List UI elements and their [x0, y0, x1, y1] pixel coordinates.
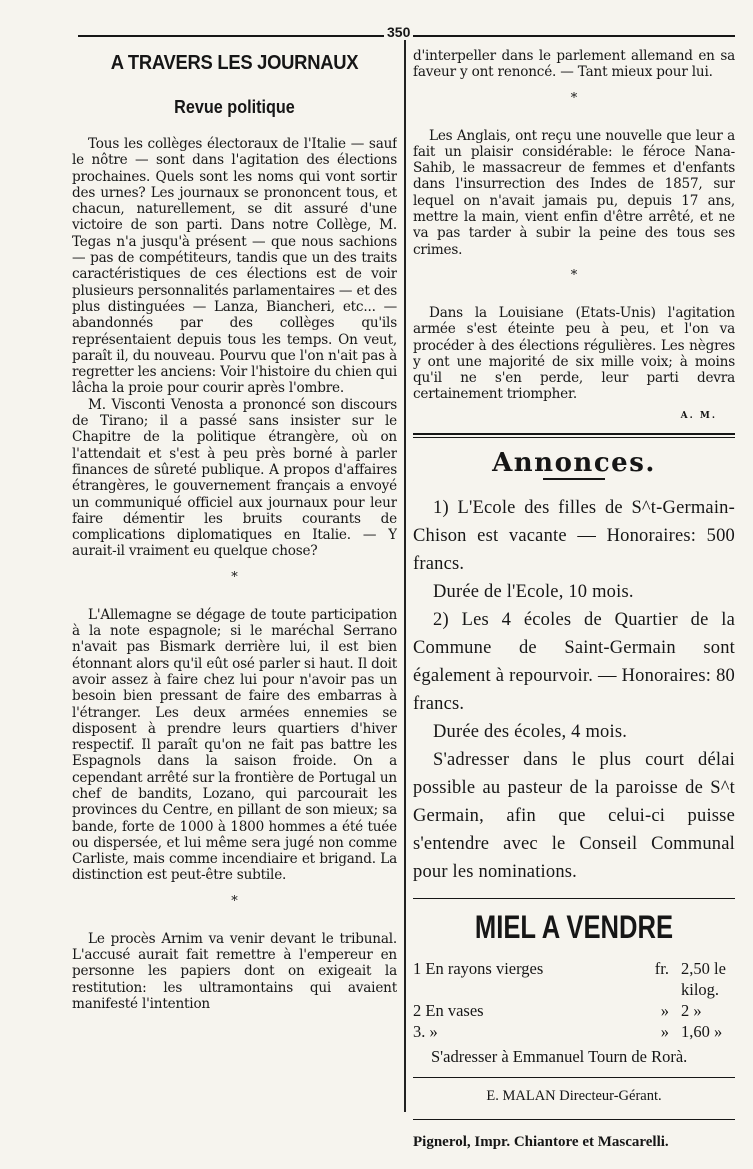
article-paragraph: M. Visconti Venosta a prononcé son discours de Tirano; il a passé sans insister sur le Chapitre de la politique étrangère, où on l'attendait et s'est à peu près borné à parler finances de sûreté publique. A propos d'affaires étrangères, le gouvernement français a envoyé un communiqué officiel aux journaux pour leur faire démentir les bruits courants de complications diplomatiques en Italie. — Y aurait-il vraiment eu quelque chose?	[72, 396, 397, 560]
separator-star: *	[570, 267, 578, 283]
separator-star: *	[570, 90, 578, 106]
divider-rule	[413, 1119, 735, 1120]
announcement-item: S'adresser dans le plus court délai possible au pasteur de la paroisse de S^t Germain, afin que celui-ci puisse s'entendre avec le Conseil Communal pour les nominations.	[413, 749, 735, 882]
left-column	[72, 48, 397, 1148]
printer-line: Pignerol, Impr. Chiantore et Mascarelli.	[413, 1133, 669, 1150]
honey-label: 2 En vases	[413, 1000, 484, 1020]
honey-label: 3. »	[413, 1021, 438, 1041]
honey-ad-title: MIEL A VENDRE	[474, 908, 674, 945]
author-signature: A. M.	[680, 410, 717, 421]
article-paragraph: L'Allemagne se dégage de toute participation à la note espagnole; si le maréchal Serrano n'avait pas Bismark derrière lui, il est bien étonnant alors qu'il eût osé parler si haut. Il doit avoir assez à faire chez lui pour n'avoir pas un besoin bien pressant de faire des embarras à l'étranger. Les deux armées ennemies se disposent à prendre leurs quartiers d'hiver respectif. Il paraît qu'on ne fait pas battre les Espagnols dans la saison froide. On a cependant arrêté sur la frontière de Portugal un chef de bandits, Lozano, qui parcourait les provinces du Centre, en pillant de son mieux; sa bande, forte de 1000 à 1800 hommes a été tuée ou dispersée, et lui même sera jugé non comme Carliste, mais comme incendiaire et brigand. La distinction est peut-être subtile.	[72, 606, 397, 884]
honey-unit: »	[660, 1021, 669, 1041]
announcement-item: Durée de l'Ecole, 10 mois.	[433, 581, 634, 602]
news-briefs	[413, 48, 735, 421]
article-paragraph: Tous les collèges électoraux de l'Italie — sauf le nôtre — sont dans l'agitation des élections prochaines. Quels sont les noms qui vont sortir des urnes? Les journaux se prononcent tous, et chacun, naturellement, se dit assuré d'une victoire de son parti. Dans notre Collège, M. Tegas n'a jusqu'à présent — que nous sachions — pas de compétiteurs, tandis que un des traits caractéristiques de ces élections est de voir plusieurs personnalités parlamentaires — et des plus distinguées — Lanza, Biancheri, etc... — abandonnés par des collèges qu'ils représentaient depuis tous les temps. On veut, paraît il, du nouveau. Pourvu que l'on n'ait pas à regretter les anciens: Voir l'histoire du chien qui lâcha la proie pour courir après l'ombre.	[72, 136, 397, 397]
article-paragraph: Le procès Arnim va venir devant le tribunal. L'accusé aurait fait remettre à l'empereur en personne les papiers dont on exigeait la restitution: les ultramontains qui avaient manifesté l'intention	[72, 930, 397, 1012]
announcement-item: 2) Les 4 écoles de Quartier de la Commune de Saint-Germain sont également à repourvoir. — Honoraires: 80 francs.	[413, 609, 735, 714]
announcements	[413, 494, 735, 886]
honey-unit: »	[660, 1000, 669, 1020]
separator-star: *	[231, 569, 238, 585]
separator-star: *	[231, 893, 238, 909]
article-paragraph: d'interpeller dans le parlement allemand en sa faveur y ont renoncé. — Tant mieux pour lui.	[413, 48, 735, 81]
section-title: A TRAVERS LES JOURNAUX	[110, 52, 359, 74]
honey-price-row	[413, 1021, 735, 1042]
honey-label: 1 En rayons vierges	[413, 958, 544, 978]
divider-rule	[413, 898, 735, 899]
right-column	[413, 48, 735, 1158]
page-number: 350	[384, 24, 413, 40]
article-paragraph: Dans la Louisiane (Etats-Unis) l'agitation armée s'est éteinte peu à peu, et l'on va procéder à des élections régulières. Les nègres y ont une majorité de six mille voix; à moins qu'il ne s'en perde, leur parti devra certainement triompher.	[413, 304, 735, 403]
honey-unit: fr.	[654, 958, 669, 978]
title-underline	[543, 478, 605, 480]
honey-price-row	[413, 958, 735, 1000]
honey-price: 2 »	[681, 1000, 702, 1020]
honey-price: 2,50 le kilog.	[681, 958, 726, 999]
announcement-item: Durée des écoles, 4 mois.	[433, 721, 628, 742]
honey-contact: S'adresser à Emmanuel Tourn de Rorà.	[431, 1046, 688, 1066]
double-rule	[413, 433, 735, 438]
section-subtitle: Revue politique	[174, 97, 295, 117]
divider-rule	[413, 1077, 735, 1078]
article-paragraph: Les Anglais, ont reçu une nouvelle que leur a fait un plaisir considérable: le féroce Nana-Sahib, le massacreur de femmes et d'enfants dans l'insurrection des Indes de 1857, sur lequel on n'avait jamais pu, depuis 17 ans, mettre la main, vient enfin d'être arrêté, et ne va pas tarder à subir la peine des tous ses crimes.	[413, 127, 735, 258]
director-line: E. MALAN Directeur-Gérant.	[486, 1087, 662, 1104]
honey-price: 1,60 »	[681, 1021, 723, 1041]
column-divider	[404, 40, 406, 1112]
announcements-title: Annonces.	[492, 447, 656, 478]
honey-price-row	[413, 1000, 735, 1021]
announcement-item: 1) L'Ecole des filles de S^t-Germain-Chison est vacante — Honoraires: 500 francs.	[413, 497, 735, 574]
